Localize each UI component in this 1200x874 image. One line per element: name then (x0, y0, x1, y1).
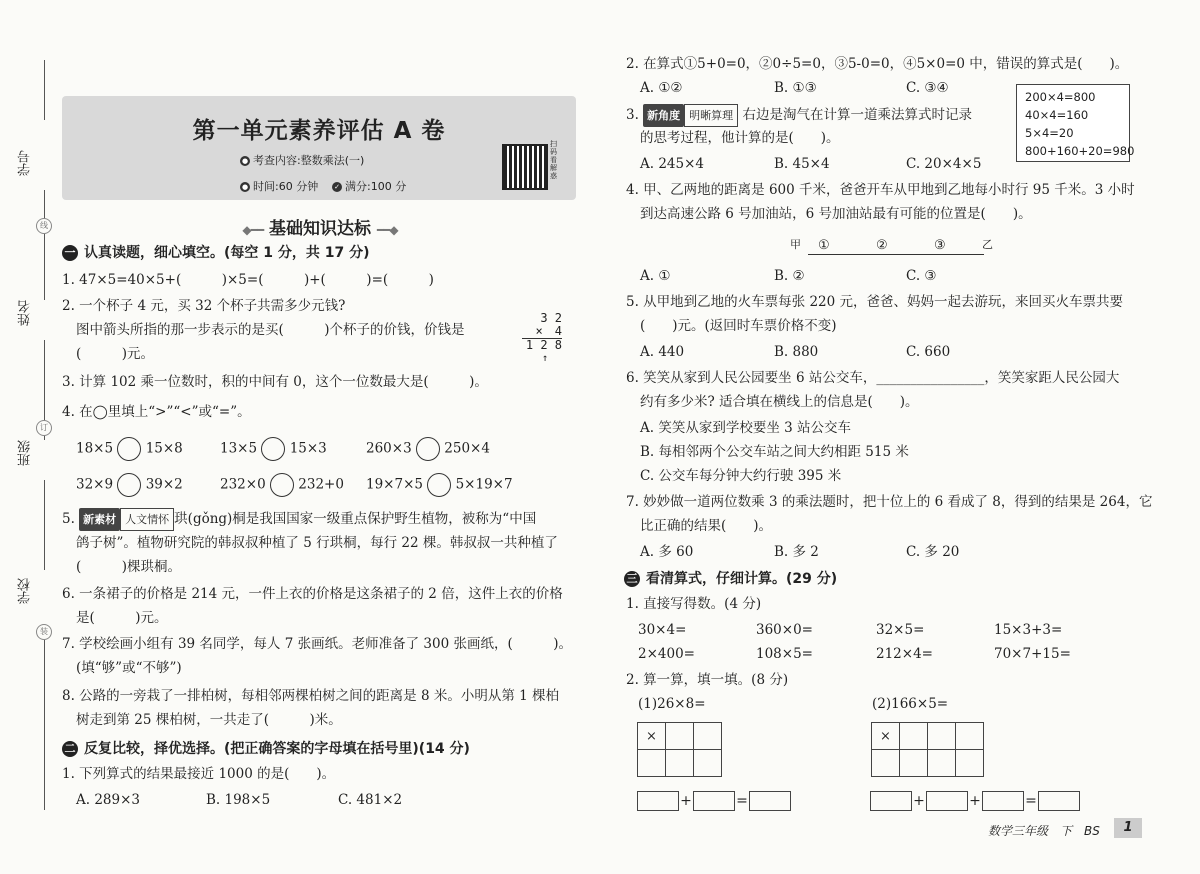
question-2-1: 1. 下列算式的结果最接近 1000 的是( )。 (62, 766, 336, 782)
question-3-1: 1. 直接写得数。(4 分) (626, 596, 762, 612)
grid-cell[interactable] (638, 750, 666, 777)
compare-right: 5×19×7 (455, 476, 513, 493)
oral-calc[interactable]: 360×0= (756, 622, 813, 638)
name-label: 姓名 (18, 300, 33, 326)
question-1-1: 1. 47×5=40×5+( )×5=( )+( )=( ) (62, 272, 434, 288)
question-1-5-line3: ( )棵珙桐。 (76, 559, 182, 575)
grid-cell[interactable] (928, 750, 956, 777)
binding-line (44, 640, 45, 810)
option-b[interactable]: B. 45×4 (774, 156, 830, 172)
section-2-heading (62, 738, 470, 758)
plus-sign: + (969, 792, 981, 809)
question-2-4: 4. 甲、乙两地的距离是 600 千米，爸爸开车从甲地到乙地每小时行 95 千米。3 小时 (626, 182, 1135, 198)
multiplication-grid-2[interactable] (871, 722, 984, 777)
oral-calc[interactable]: 212×4= (876, 646, 933, 662)
question-3-2: 2. 算一算，填一填。(8 分) (626, 672, 789, 688)
question-2-4-line2: 到达高速公路 6 号加油站，6 号加油站最有可能的位置是( )。 (640, 206, 1032, 222)
option-a[interactable]: A. 245×4 (640, 156, 704, 172)
humanities-tag: 人文情怀 (120, 508, 174, 531)
content-scope (240, 152, 364, 168)
question-1-5-line2: 鸽子树”。植物研究院的韩叔叔种植了 5 行珙桐，每行 22 棵。韩叔叔一共种植了 (76, 535, 558, 551)
answer-box[interactable] (870, 791, 912, 811)
plus-sign: + (913, 792, 925, 809)
reasoning-tag: 明晰算理 (684, 104, 738, 127)
answer-box[interactable] (926, 791, 968, 811)
compare-item (76, 473, 183, 497)
binding-strip (0, 0, 60, 874)
question-1-2-line3: ( )元。 (76, 346, 155, 362)
road-point-1: ① (818, 238, 830, 253)
cut-mark: 订 (36, 420, 52, 436)
binding-line (44, 480, 45, 570)
page-title: 第一单元素养评估 A 卷 (192, 118, 446, 144)
times-cell: × (638, 723, 666, 750)
times-cell: × (872, 723, 900, 750)
sum-row-2 (870, 790, 1080, 811)
grid-cell[interactable] (900, 750, 928, 777)
oral-calc[interactable]: 30×4= (638, 622, 687, 638)
section-number: 一 (62, 245, 78, 261)
question-1-4: 4. 在◯里填上“>”“<”或“=”。 (62, 404, 251, 420)
compare-right: 15×8 (145, 440, 183, 457)
section-title: 认真读题，细心填空。(每空 1 分，共 17 分) (84, 245, 370, 261)
road-point-2: ② (876, 238, 888, 253)
road-start-label: 甲 (790, 238, 801, 251)
answer-circle[interactable] (416, 437, 440, 461)
oral-calc[interactable]: 70×7+15= (994, 646, 1071, 662)
content-scope-text: 考查内容:整数乘法(一) (253, 154, 365, 167)
question-1-2-line2: 图中箭头所指的那一步表示的是买( )个杯子的价钱，价钱是 (76, 322, 465, 338)
question-2-6-line2: 约有多少米? 适合填在横线上的信息是( )。 (640, 394, 919, 410)
question-1-8-line2: 树走到第 25 棵柏树，一共走了( )米。 (76, 712, 342, 728)
new-material-tag: 新素材 (79, 508, 120, 531)
section-banner (195, 214, 445, 239)
question-2-7: 7. 妙妙做一道两位数乘 3 的乘法题时，把十位上的 6 看成了 8，得到的结果是 264，它 (626, 494, 1153, 510)
road-line (808, 254, 984, 255)
compare-right: 250×4 (444, 440, 490, 457)
compare-item (366, 437, 490, 461)
oral-calc[interactable]: 2×400= (638, 646, 695, 662)
qr-caption: 扫码看解惑 (550, 140, 557, 180)
page-number: 1 (1114, 818, 1142, 838)
oral-calc[interactable]: 15×3+3= (994, 622, 1063, 638)
option-b[interactable]: B. ② (774, 268, 805, 284)
question-1-7: 7. 学校绘画小组有 39 名同学，每人 7 张画纸。老师准备了 300 张画纸，( )。 (62, 636, 572, 652)
answer-box[interactable] (693, 791, 735, 811)
option-a[interactable]: A. 笑笑从家到学校要坐 3 站公交车 (640, 420, 852, 436)
search-icon: ● (241, 157, 249, 165)
option-a[interactable]: A. ① (640, 268, 671, 284)
grid-cell[interactable] (872, 750, 900, 777)
class-label: 班级 (18, 440, 33, 466)
section-number: 三 (624, 571, 640, 587)
section-title: 反复比较，择优选择。(把正确答案的字母填在括号里)(14 分) (84, 741, 470, 757)
oral-calc[interactable]: 32×5= (876, 622, 925, 638)
sum-row-1 (637, 790, 791, 811)
grid-cell[interactable] (694, 723, 722, 750)
time-limit (240, 178, 318, 194)
question-text: 右边是淘气在计算一道乘法算式时记录 (742, 107, 972, 123)
question-2-3: 3. 新角度 明晰算理 右边是淘气在计算一道乘法算式时记录 (626, 104, 972, 127)
option-b[interactable]: B. ①③ (774, 80, 817, 96)
vert-row: 1 2 8 (525, 338, 562, 352)
compare-left: 18×5 (76, 440, 114, 457)
grid-cell[interactable] (694, 750, 722, 777)
option-a[interactable]: A. 多 60 (640, 544, 694, 560)
compare-left: 19×7×5 (366, 476, 423, 493)
question-2-6: 6. 笑笑从家到人民公园要坐 6 站公交车，________________，笑笑家距人民公园大 (626, 370, 1120, 386)
plus-sign: + (680, 792, 692, 809)
answer-circle[interactable] (117, 473, 141, 497)
check-icon: ✓ (332, 182, 342, 192)
section-title: 看清算式，仔细计算。(29 分) (646, 571, 838, 587)
question-2-7-line2: 比正确的结果( )。 (640, 518, 773, 534)
school-label: 学校 (18, 578, 33, 604)
question-1-2: 2. 一个杯子 4 元，买 32 个杯子共需多少元钱? (62, 298, 346, 314)
answer-box[interactable] (1038, 791, 1080, 811)
compare-right: 15×3 (289, 440, 327, 457)
question-1-6: 6. 一条裙子的价格是 214 元，一件上衣的价格是这条裙子的 2 倍，这件上衣的价格 (62, 586, 563, 602)
cut-mark: 线 (36, 218, 52, 234)
option-b[interactable]: B. 198×5 (206, 792, 271, 808)
answer-box[interactable] (637, 791, 679, 811)
score-text: 满分:100 分 (345, 180, 407, 193)
compare-item (76, 437, 183, 461)
answer-circle[interactable] (261, 437, 285, 461)
vert-row: × 4 (522, 325, 562, 339)
banner-deco-left: ◆━━ (242, 223, 264, 237)
thinking-process-card (1016, 84, 1135, 162)
option-c[interactable]: C. 660 (906, 344, 951, 360)
title-box (62, 96, 576, 200)
question-2-2: 2. 在算式①5+0=0，②0÷5=0，③5-0=0，④5×0=0 中，错误的算式是( )。 (626, 56, 1129, 72)
vert-row: 3 2 (540, 311, 562, 325)
question-text: 珙(gǒng)桐是我国国家一级重点保护野生植物，被称为“中国 (174, 511, 537, 527)
answer-circle[interactable] (270, 473, 294, 497)
compare-left: 260×3 (366, 440, 412, 457)
work-line: 40×4=160 (1025, 108, 1089, 122)
work-line: 200×4=800 (1025, 90, 1096, 104)
answer-circle[interactable] (117, 437, 141, 461)
grid-cell[interactable] (666, 723, 694, 750)
compare-item (366, 473, 513, 497)
option-b[interactable]: B. 880 (774, 344, 819, 360)
option-b[interactable]: B. 每相邻两个公交车站之间大约相距 515 米 (640, 444, 909, 460)
equals-sign: = (736, 792, 748, 809)
work-line: 5×4=20 (1025, 126, 1074, 140)
question-1-3: 3. 计算 102 乘一位数时，积的中间有 0，这个一位数最大是( )。 (62, 374, 488, 390)
option-c[interactable]: C. 481×2 (338, 792, 403, 808)
banner-deco-right: ━━◆ (376, 223, 398, 237)
grid-cell[interactable] (666, 750, 694, 777)
grid-cell[interactable] (928, 723, 956, 750)
oral-calc[interactable]: 108×5= (756, 646, 813, 662)
vertical-multiplication (522, 312, 562, 365)
full-score (332, 178, 406, 194)
work-line: 800+160+20=980 (1025, 144, 1135, 158)
binding-line (44, 60, 45, 120)
equals-sign: = (1025, 792, 1037, 809)
answer-box[interactable] (749, 791, 791, 811)
section-number: 二 (62, 741, 78, 757)
clock-icon: ● (241, 183, 249, 191)
section-1-heading (62, 242, 370, 262)
question-2-3-line2: 的思考过程，他计算的是( )。 (640, 130, 840, 146)
option-c[interactable]: C. 公交车每分钟大约行驶 395 米 (640, 468, 842, 484)
grid-cell[interactable] (956, 723, 984, 750)
question-1-6-line2: 是( )元。 (76, 610, 168, 626)
question-2-5: 5. 从甲地到乙地的火车票每张 220 元，爸爸、妈妈一起去游玩，来回买火车票共要 (626, 294, 1124, 310)
option-c[interactable]: C. ③ (906, 268, 937, 284)
question-1-7-line2: (填“够”或“不够”) (76, 660, 182, 676)
option-c[interactable]: C. 多 20 (906, 544, 960, 560)
option-a[interactable]: A. 440 (640, 344, 685, 360)
problem-1: (1)26×8= (638, 696, 706, 712)
road-end-label: 乙 (982, 238, 993, 251)
new-angle-tag: 新角度 (643, 104, 684, 127)
section-3-heading (624, 568, 837, 588)
option-c[interactable]: C. ③④ (906, 80, 949, 96)
compare-right: 232+0 (298, 476, 344, 493)
student-number-label: 学号 (18, 150, 33, 176)
binding-line (44, 190, 45, 300)
cut-mark: 装 (36, 624, 52, 640)
compare-left: 13×5 (220, 440, 258, 457)
grid-cell[interactable] (956, 750, 984, 777)
question-1-8: 8. 公路的一旁栽了一排柏树，每相邻两棵柏树之间的距离是 8 米。小明从第 1 棵柏 (62, 688, 560, 704)
problem-2: (2)166×5= (872, 696, 949, 712)
qr-code[interactable] (502, 144, 548, 190)
answer-box[interactable] (982, 791, 1024, 811)
option-c[interactable]: C. 20×4×5 (906, 156, 982, 172)
question-1-5: 5. 新素材 人文情怀 珙(gǒng)桐是我国国家一级重点保护野生植物，被称为“中国 (62, 508, 536, 531)
compare-item (220, 437, 327, 461)
compare-left: 232×0 (220, 476, 266, 493)
compare-left: 32×9 (76, 476, 114, 493)
option-a[interactable]: A. ①② (640, 80, 683, 96)
road-point-3: ③ (934, 238, 946, 253)
option-b[interactable]: B. 多 2 (774, 544, 819, 560)
banner-text: 基础知识达标 (269, 219, 371, 239)
arrow-icon: ↑ (541, 353, 549, 364)
multiplication-grid-1[interactable] (637, 722, 722, 777)
time-text: 时间:60 分钟 (253, 180, 319, 193)
answer-circle[interactable] (427, 473, 451, 497)
compare-right: 39×2 (145, 476, 183, 493)
footer-text: 数学三年级 下 BS (988, 824, 1100, 838)
grid-cell[interactable] (900, 723, 928, 750)
question-2-5-line2: ( )元。(返回时车票价格不变) (640, 318, 837, 334)
option-a[interactable]: A. 289×3 (76, 792, 140, 808)
compare-item (220, 473, 344, 497)
